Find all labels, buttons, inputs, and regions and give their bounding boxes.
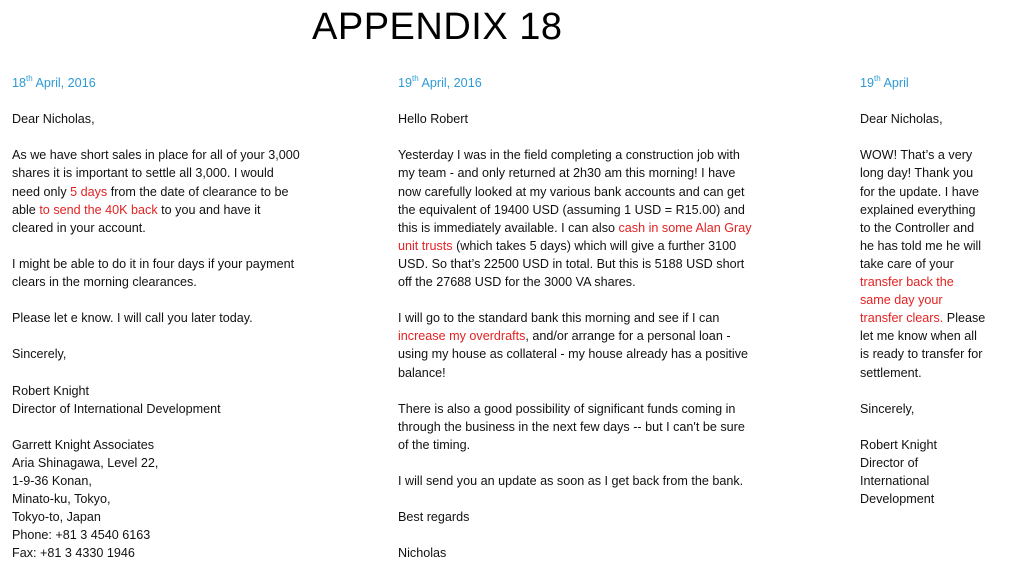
text-line: As we have short sales in place for all of your 3,000 [12, 148, 300, 163]
address-line: Minato-ku, Tokyo, [12, 492, 111, 507]
letter-robert-18-april [12, 74, 352, 581]
highlighted-text: same day your [860, 293, 943, 308]
text-line [860, 273, 1020, 291]
text-line: to the Controller and [860, 220, 975, 235]
highlighted-text: transfer back the [860, 275, 954, 290]
letter-paragraph [398, 309, 790, 381]
letter-paragraph: Please let e know. I will call you later today. [12, 311, 253, 326]
letter-date [860, 74, 1020, 92]
highlighted-text: transfer clears. [860, 311, 944, 326]
address-line: Tokyo-to, Japan [12, 510, 101, 525]
text-line: able to send the 40K back to you and have it [12, 202, 261, 217]
letter-signature [12, 382, 352, 418]
text-line: cleared in your account. [12, 220, 146, 235]
text-line: explained everything [860, 202, 976, 217]
page-title: APPENDIX 18 [312, 6, 563, 48]
letter-nicholas-19-april [398, 74, 790, 581]
date-day: 18 [12, 76, 27, 90]
highlighted-text: increase my overdrafts [398, 329, 526, 344]
signature-name: Robert Knight [12, 383, 90, 398]
letter-closing: Sincerely, [860, 401, 915, 416]
text-line: take care of your [860, 256, 954, 271]
text-line [860, 291, 1020, 309]
text-line: There is also a good possibility of significant funds coming in [398, 401, 736, 416]
letter-paragraph [398, 146, 790, 291]
address-line: 1-9-36 Konan, [12, 474, 92, 489]
letter-paragraph: I will send you an update as soon as I get back from the bank. [398, 474, 744, 489]
text-line: I will go to the standard bank this morning and see if I can [398, 311, 720, 326]
letter-closing: Sincerely, [12, 347, 67, 362]
text-line: is ready to transfer for [860, 347, 983, 362]
text-line: off the 27688 USD for the 3000 VA shares. [398, 275, 636, 290]
highlighted-text: cash in some Alan Gray [618, 220, 752, 235]
text-line: let me know when all [860, 329, 977, 344]
date-rest: April [880, 76, 909, 90]
text-line: Yesterday I was in the field completing a construction job with [398, 148, 740, 163]
text-line: unit trusts (which takes 5 days) which will give a further 3100 [398, 238, 737, 253]
letter-signature: Nicholas [398, 546, 447, 561]
text-line: settlement. [860, 365, 922, 380]
letter-paragraph [398, 400, 790, 454]
date-rest: April, 2016 [418, 76, 482, 90]
address-line: Aria Shinagawa, Level 22, [12, 455, 159, 470]
signature-title: Development [860, 492, 935, 507]
fax-line: Fax: +81 3 4330 1946 [12, 546, 135, 561]
text-line: long day! Thank you [860, 166, 974, 181]
text-line: clears in the morning clearances. [12, 275, 197, 290]
text-line: shares it is important to settle all 3,000. I would [12, 166, 274, 181]
date-suffix: th [412, 73, 419, 83]
phone-line: Phone: +81 3 4540 6163 [12, 528, 151, 543]
date-suffix: th [26, 73, 33, 83]
text-line: for the update. I have [860, 184, 980, 199]
text-line: I might be able to do it in four days if your payment [12, 256, 295, 271]
text-line: balance! [398, 365, 446, 380]
letter-address-block [12, 436, 352, 563]
text-line: need only 5 days from the date of clearance to be [12, 184, 289, 199]
text-line: through the business in the next few days -- but I can't be sure [398, 419, 745, 434]
letter-signature [860, 436, 1020, 508]
signature-title: Director of [860, 455, 919, 470]
text-line: my team - and only returned at 2h30 am this morning! I have [398, 166, 736, 181]
date-rest: April, 2016 [32, 76, 96, 90]
highlighted-text: 5 days [70, 184, 108, 199]
text-line: this is immediately available. I can also cash in some Alan Gray [398, 220, 752, 235]
date-day: 19 [860, 76, 875, 90]
signature-name: Robert Knight [860, 437, 938, 452]
text-line: using my house as collateral - my house already has a positive [398, 347, 749, 362]
text-line: USD. So that’s 22500 USD in total. But this is 5188 USD short [398, 256, 745, 271]
date-day: 19 [398, 76, 413, 90]
signature-title: Director of International Development [12, 401, 221, 416]
highlighted-text: unit trusts [398, 238, 453, 253]
highlighted-text: to send the 40K back [39, 202, 158, 217]
text-line: now carefully looked at my various bank accounts and can get [398, 184, 745, 199]
letter-date [12, 74, 352, 92]
text-line: increase my overdrafts, and/or arrange for a personal loan - [398, 329, 731, 344]
letter-closing: Best regards [398, 510, 470, 525]
text-line: the equivalent of 19400 USD (assuming 1 USD = R15.00) and [398, 202, 745, 217]
letter-paragraph [12, 146, 352, 236]
letter-robert-19-april [860, 74, 1020, 526]
text-line: WOW! That’s a very [860, 148, 973, 163]
letter-paragraph [860, 146, 1020, 381]
text-line: he has told me he will [860, 238, 982, 253]
letter-paragraph [12, 255, 352, 291]
letter-greeting: Dear Nicholas, [860, 112, 943, 127]
letter-greeting: Hello Robert [398, 112, 468, 127]
letter-greeting: Dear Nicholas, [12, 112, 95, 127]
text-line: of the timing. [398, 437, 471, 452]
signature-title: International [860, 474, 930, 489]
address-line: Garrett Knight Associates [12, 437, 155, 452]
text-line: transfer clears. Please [860, 311, 986, 326]
date-suffix: th [874, 73, 881, 83]
letter-date [398, 74, 790, 92]
